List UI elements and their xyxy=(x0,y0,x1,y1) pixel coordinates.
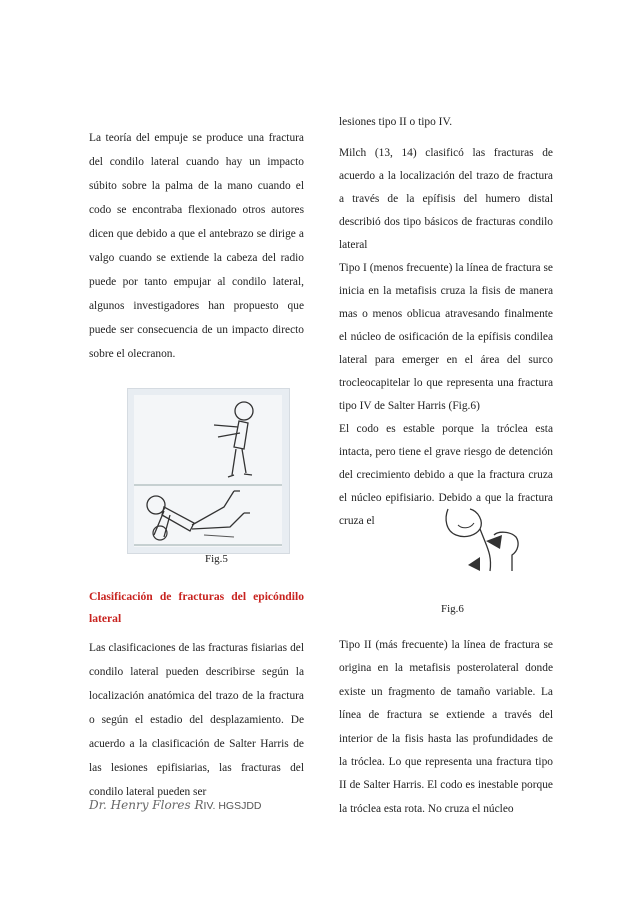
paragraph-tipo-1: Tipo I (menos frecuente) la línea de fractura se inicia en la metafisis cruza la fisis de manera mas o menos oblicua atravesando finalmente el núcleo de osificación de la epífisis condilea lateral para emerger en el área del surco trocleocapitelar lo que representa una fractura tipo IV de Salter Harris (Fig.6) xyxy=(339,262,553,412)
figure-6-illustration xyxy=(440,505,524,577)
author-affiliation: IV. HGSJDD xyxy=(203,800,262,812)
paragraph-milch: Milch (13, 14) clasificó las fracturas de acuerdo a la localización del trazo de fractura a través de la epífisis del humero distal describió dos tipo básicos de fracturas condilo lateral xyxy=(339,147,553,251)
paragraph-codo-estable: El codo es estable porque la tróclea esta intacta, pero tiene el grave riesgo de detención del crecimiento debido a que la fractura cruza el núcleo epifisiario. Debido a que la fractura cruza el xyxy=(339,423,553,527)
paragraph-tipo-2: Tipo II (más frecuente) la línea de fractura se origina en la metafisis posterolateral donde existe un fragmento de tamaño variable. La línea de fractura se extiende a través del interior de la fisis hasta las profundidades de la tróclea. Lo que representa una fractura tipo II de Salter Harris. El codo es inestable porque la tróclea esta rota. No cruza el núcleo xyxy=(339,639,553,815)
right-column-lower xyxy=(339,634,553,821)
left-column-lower xyxy=(89,636,304,804)
classification-heading-block xyxy=(89,586,304,630)
figure-5-caption: Fig.5 xyxy=(205,553,228,565)
elbow-fracture-illustration xyxy=(440,505,524,577)
right-line-1: lesiones tipo II o tipo IV. xyxy=(339,116,453,128)
right-column xyxy=(339,110,553,533)
paragraph-classifications: Las clasificaciones de las fracturas fisiarias del condilo lateral pueden describirse según la localización anatómica del trazo de la fractura o según el estadio del desplazamiento. De acuerdo a la clasificación de Salter Harris de las lesiones epifisiarias, las fracturas del condilo lateral pueden ser xyxy=(89,642,304,798)
fall-illustration xyxy=(134,395,282,547)
section-heading: Clasificación de fracturas del epicóndilo lateral xyxy=(89,590,304,625)
figure-6-caption: Fig.6 xyxy=(441,603,464,615)
figure-5-illustration xyxy=(127,388,290,554)
page-footer xyxy=(89,798,262,813)
left-column xyxy=(89,126,304,366)
paragraph-empuje-theory: La teoría del empuje se produce una fractura del condilo lateral cuando hay un impacto súbito sobre la palma de la mano cuando el codo se encontraba flexionado otros autores dicen que debido a que el antebrazo se dirige a valgo cuando se extiende la cabeza del radio puede por tanto empujar al condilo lateral, algunos investigadores han propuesto que puede ser consecuencia de un impacto directo sobre el olecranon. xyxy=(89,132,304,360)
author-name: Dr. Henry Flores R xyxy=(89,798,204,812)
